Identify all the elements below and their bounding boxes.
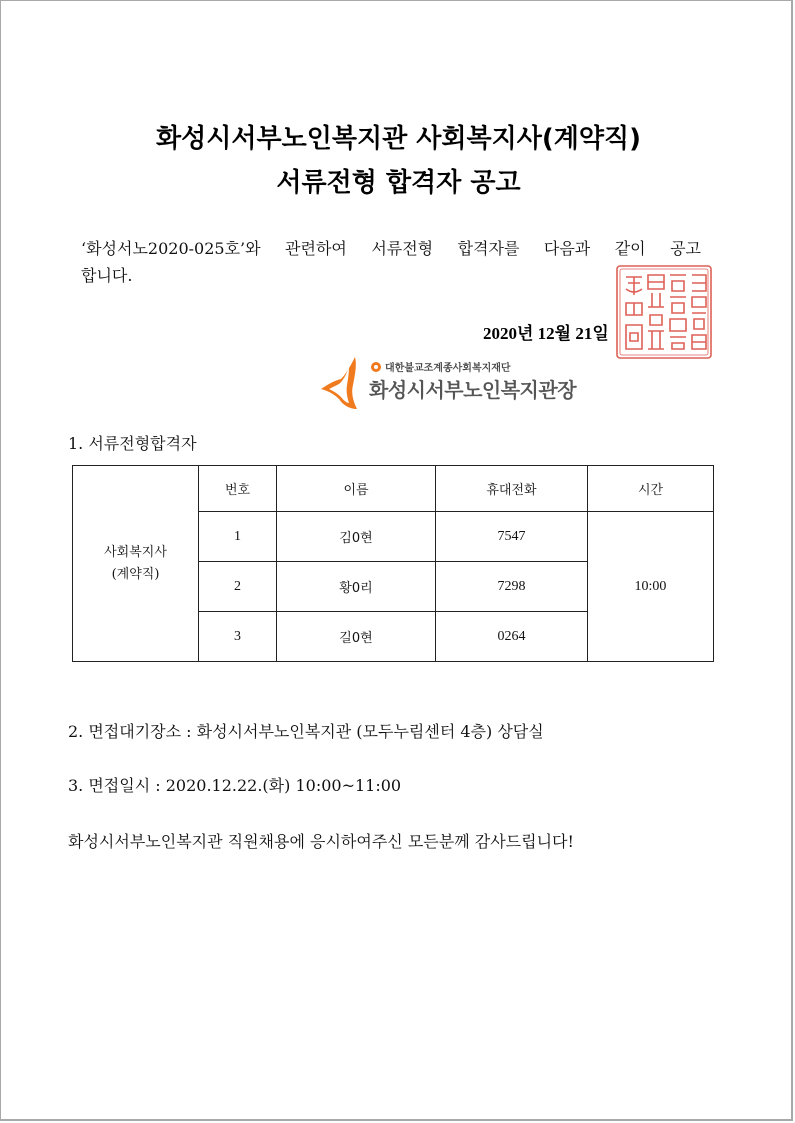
passed-applicants-table [72,465,714,662]
intro-line2: 합니다. [81,266,133,285]
row-name: 황0리 [277,562,436,612]
row-name: 길0현 [277,612,436,662]
organization-logo [319,355,589,411]
organization-name: 화성시서부노인복지관장 [369,378,577,402]
header-time: 시간 [588,466,714,512]
closing-message: 화성시서부노인복지관 직원채용에 응시하여주신 모든분께 감사드립니다! [68,832,574,851]
header-phone: 휴대전화 [436,466,588,512]
interview-time: 10:00 [588,512,714,662]
header-name: 이름 [277,466,436,512]
foundation-name-text: 대한불교조계종사회복지재단 [385,363,511,374]
star-logo-icon [319,355,361,411]
intro-line1: ‘화성서노2020-025호’와 관련하여 서류전형 합격자를 다음과 같이 공고 [81,239,701,258]
official-seal-icon [614,263,714,361]
foundation-emblem-icon [371,362,381,372]
row-number: 1 [199,512,277,562]
document-title-line2: 서류전형 합격자 공고 [276,168,521,198]
section1-heading: 1. 서류전형합격자 [68,434,197,453]
row-number: 3 [199,612,277,662]
row-name: 김0현 [277,512,436,562]
position-title: 사회복지사 [104,544,167,560]
row-phone: 7547 [436,512,588,562]
table-header-row [73,466,714,512]
foundation-name [371,359,511,374]
row-phone: 0264 [436,612,588,662]
announcement-date: 2020년 12월 21일 [483,324,609,343]
section2-waiting-place: 2. 면접대기장소 : 화성시서부노인복지관 (모두누림센터 4층) 상담실 [68,722,544,741]
document-title-line1: 화성시서부노인복지관 사회복지사(계약직) [156,124,641,154]
row-phone: 7298 [436,562,588,612]
header-number: 번호 [199,466,277,512]
row-number: 2 [199,562,277,612]
intro-paragraph [81,235,701,289]
position-type: (계약직) [111,566,160,582]
section3-interview-datetime: 3. 면접일시 : 2020.12.22.(화) 10:00~11:00 [68,776,402,795]
position-cell [73,466,199,662]
